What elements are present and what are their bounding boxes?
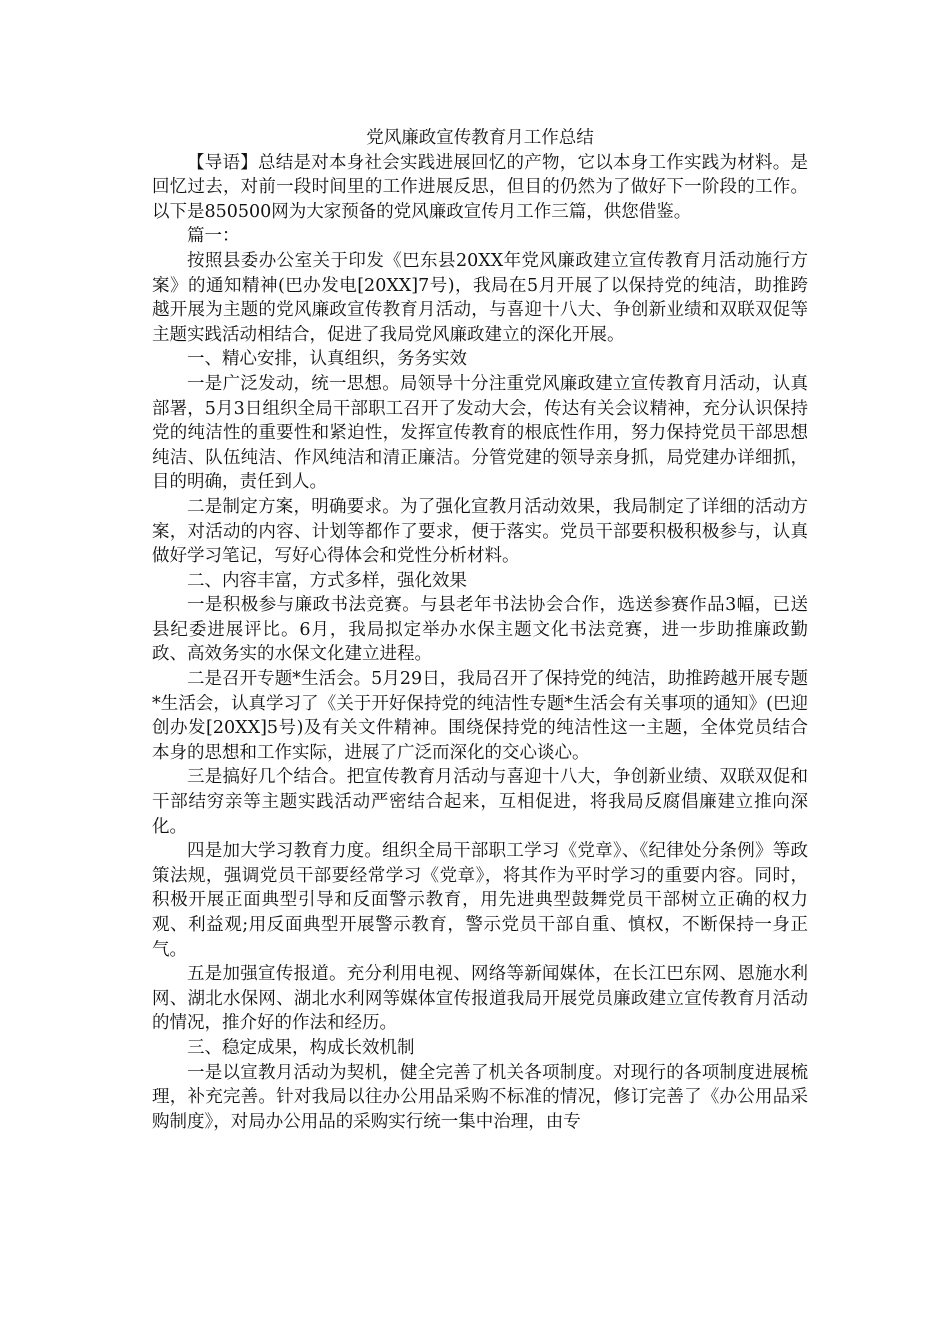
intro-paragraph: 【导语】总结是对本身社会实践进展回忆的产物，它以本身工作实践为材料。是回忆过去，对前一段时间里的工作进展反思，但目的仍然为了做好下一阶段的工作。以下是850500网为大家预备的党风廉政宣传月工作三篇，供您借鉴。 [152,152,808,222]
body-paragraph: 一是广泛发动，统一思想。局领导十分注重党风廉政建立宣传教育月活动，认真部署，5月3日组织全局干部职工召开了发动大会，传达有关会议精神，充分认识保持党的纯洁性的重要性和紧迫性，发挥宣传教育的根底性作用，努力保持党员干部思想纯洁、队伍纯洁、作风纯洁和清正廉洁。分管党建的领导亲身抓，局党建办详细抓，目的明确，责任到人。 [152,373,808,493]
body-paragraph: 一是以宣教月活动为契机，健全完善了机关各项制度。对现行的各项制度进展梳理，补充完善。针对我局以往办公用品采购不标准的情况，修订完善了《办公用品采购制度》，对局办公用品的采购实行统一集中治理，由专 [152,1062,808,1132]
section-heading-2: 二、内容丰富，方式多样，强化效果 [187,570,467,591]
document-title: 党风廉政宣传教育月工作总结 [366,128,594,148]
body-paragraph: 按照县委办公室关于印发《巴东县20XX年党风廉政建立宣传教育月活动施行方案》的通知精神(巴办发电[20XX]7号)，我局在5月开展了以保持党的纯洁，助推跨越开展为主题的党风廉政宣传教育月活动，与喜迎十八大、争创新业绩和双联双促等主题实践活动相结合，促进了我局党风廉政建立的深化开展。 [152,250,808,345]
body-paragraph: 四是加大学习教育力度。组织全局干部职工学习《党章》、《纪律处分条例》等政策法规，强调党员干部要经常学习《党章》，将其作为平时学习的重要内容。同时，积极开展正面典型引导和反面警示教育，用先进典型鼓舞党员干部树立正确的权力观、利益观;用反面典型开展警示教育，警示党员干部自重、慎权，不断保持一身正气。 [152,841,808,960]
body-paragraph: 二是召开专题*生活会。5月29日，我局召开了保持党的纯洁，助推跨越开展专题*生活会，认真学习了《关于开好保持党的纯洁性专题*生活会有关事项的通知》(巴迎创办发[20XX]5号)及有关文件精神。围绕保持党的纯洁性这一主题，全体党员结合本身的思想和工作实际，进展了广泛而深化的交心谈心。 [152,669,808,763]
body-paragraph: 一是积极参与廉政书法竞赛。与县老年书法协会合作，选送参赛作品3幅，已送县纪委进展评比。6月，我局拟定举办水保主题文化书法竞赛，进一步助推廉政勤政、高效务实的水保文化建立进程。 [152,595,808,665]
body-paragraph: 二是制定方案，明确要求。为了强化宣教月活动效果，我局制定了详细的活动方案，对活动的内容、计划等都作了要求，便于落实。党员干部要积极积极参与，认真做好学习笔记，写好心得体会和党性分析材料。 [152,496,808,567]
section-label-part-one: 篇一： [187,226,240,247]
document-body [152,126,808,1134]
section-heading-1: 一、精心安排，认真组织，务务实效 [187,349,467,370]
body-paragraph: 三是搞好几个结合。把宣传教育月活动与喜迎十八大，争创新业绩、双联双促和干部结穷亲等主题实践活动严密结合起来，互相促进，将我局反腐倡廉建立推向深化。 [152,767,808,837]
section-heading-3: 三、稳定成果，构成长效机制 [187,1037,415,1058]
body-paragraph: 五是加强宣传报道。充分利用电视、网络等新闻媒体，在长江巴东网、恩施水利网、湖北水保网、湖北水利网等媒体宣传报道我局开展党员廉政建立宣传教育月活动的情况，推介好的作法和经历。 [152,964,808,1034]
